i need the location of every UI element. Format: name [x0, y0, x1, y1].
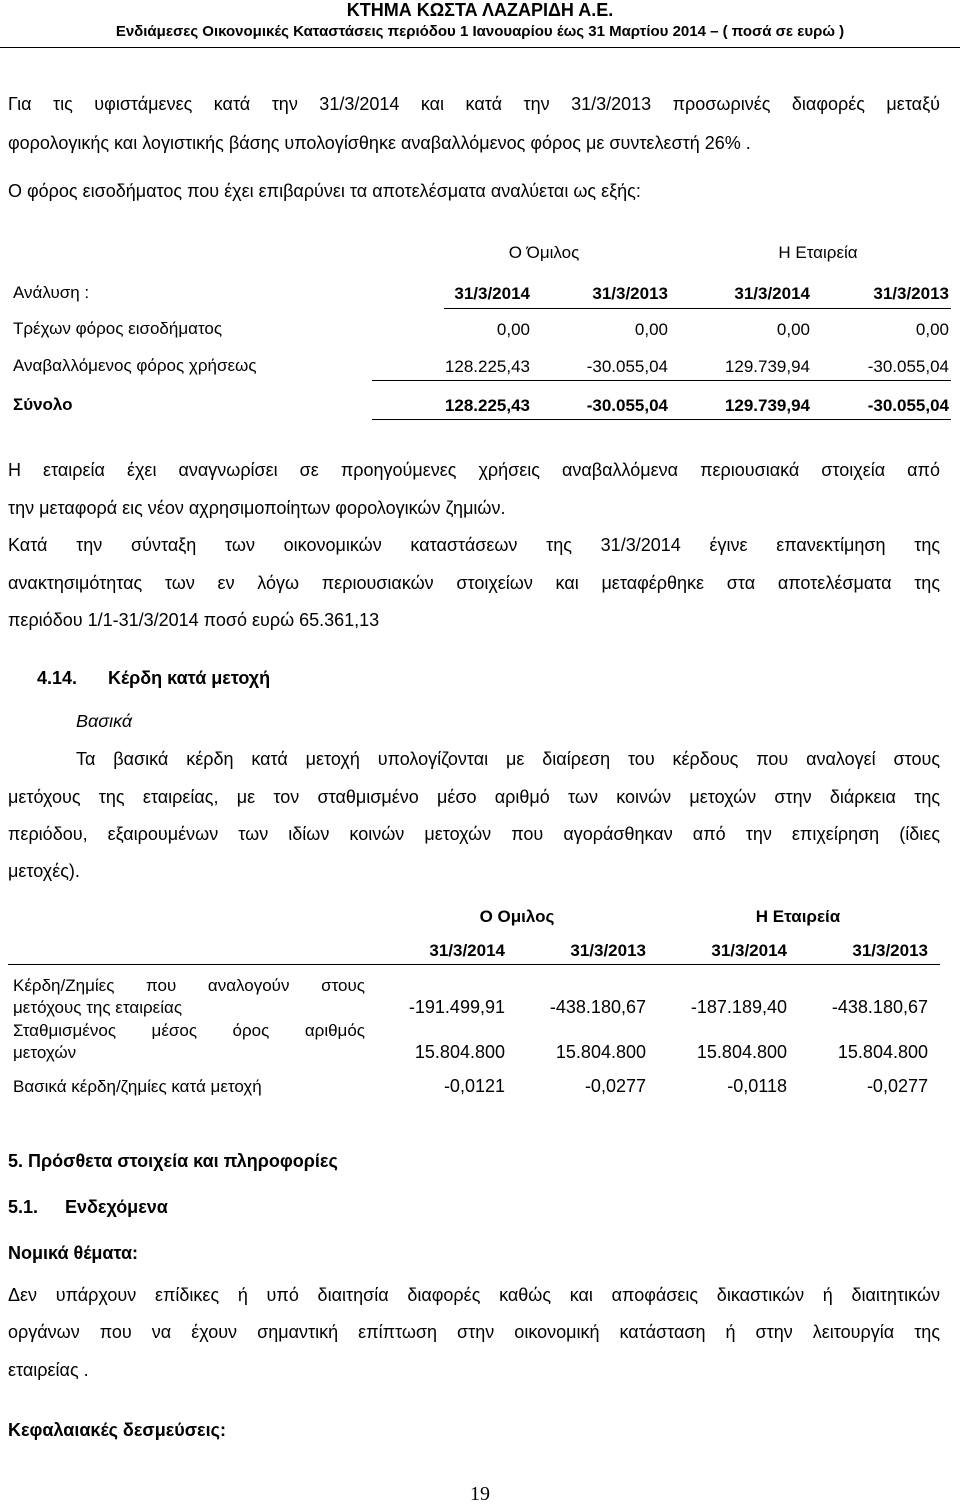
eps-row-profit-value: -191.499,91 [408, 997, 505, 1017]
tax-date-2: 31/3/2013 [592, 284, 668, 303]
eps-para-line-2: μετόχους της εταιρείας, με τον σταθμισμένο μέσο αριθμό των κοινών μετοχών στην διάρκεια της [8, 787, 940, 807]
section-5-1-number: 5.1. [8, 1197, 39, 1217]
eps-row-profit-value: -438.180,67 [549, 997, 646, 1017]
eps-section-number: 4.14. [37, 668, 78, 688]
tax-row-current-value: 0,00 [634, 320, 668, 339]
eps-row-shares-value: 15.804.800 [696, 1042, 787, 1062]
tax-row-deferred-value: -30.055,04 [867, 357, 949, 376]
tax-header-underline [444, 308, 951, 309]
intro-line-3: Ο φόρος εισοδήματος που έχει επιβαρύνει τα αποτελέσματα αναλύεται ως εξής: [8, 181, 641, 201]
tax-row-current-value: 0,00 [776, 320, 810, 339]
eps-para-line-3: περιόδου, εξαιρουμένων των ιδίων κοινών μετοχών που αγοράσθηκαν από την επιχείρηση (ίδιες [8, 824, 940, 844]
tax-row-current-value: 0,00 [496, 320, 530, 339]
legal-line-3: εταιρείας . [8, 1360, 89, 1380]
eps-date-4: 31/3/2013 [852, 941, 928, 960]
page-number: 19 [470, 1483, 490, 1505]
reassessment-line-3: περιόδου 1/1-31/3/2014 ποσό ευρώ 65.361,13 [8, 610, 380, 630]
eps-row-basic-label: Βασικά κέρδη/ζημίες κατά μετοχή [13, 1077, 262, 1096]
tax-subtotal-line [372, 380, 951, 381]
eps-row-profit-value: -438.180,67 [831, 997, 928, 1017]
recognition-line-1: Η εταιρεία έχει αναγνωρίσει σε προηγούμενες χρήσεις αναβαλλόμενα περιουσιακά στοιχεία από [8, 460, 940, 480]
tax-row-deferred-label: Αναβαλλόμενος φόρος χρήσεως [13, 356, 257, 375]
tax-group-label: Ο Όμιλος [508, 243, 580, 262]
eps-row-shares-label: μετοχών [13, 1043, 77, 1062]
section-5-title: 5. Πρόσθετα στοιχεία και πληροφορίες [8, 1151, 338, 1171]
tax-row-current-label: Τρέχων φόρος εισοδήματος [13, 319, 223, 338]
tax-date-3: 31/3/2014 [734, 284, 810, 303]
tax-date-1: 31/3/2014 [454, 284, 530, 303]
intro-line-2: φορολογικής και λογιστικής βάσης υπολογίσθηκε αναβαλλόμενος φόρος με συντελεστή 26% . [8, 133, 751, 153]
tax-total-value: -30.055,04 [586, 396, 668, 415]
section-5-1-title: Ενδεχόμενα [65, 1197, 168, 1217]
eps-subtitle: Βασικά [76, 711, 133, 731]
tax-row-deferred-value: -30.055,04 [586, 357, 668, 376]
eps-company-label: Η Εταιρεία [755, 907, 841, 926]
recognition-line-2: την μεταφορά εις νέον αχρησιμοποίητων φορολογικών ζημιών. [8, 498, 506, 518]
eps-row-basic-value: -0,0277 [584, 1076, 646, 1096]
tax-row-deferred-value: 129.739,94 [724, 357, 810, 376]
eps-row-basic-value: -0,0277 [866, 1076, 928, 1096]
tax-row-deferred-value: 128.225,43 [444, 357, 530, 376]
eps-row-profit-value: -187.189,40 [690, 997, 787, 1017]
eps-section-title: Κέρδη κατά μετοχή [108, 668, 271, 688]
tax-company-label: Η Εταιρεία [778, 243, 858, 262]
eps-para-line-1: Τα βασικά κέρδη κατά μετοχή υπολογίζονται με διαίρεση του κέρδους που αναλογεί στους [76, 749, 940, 769]
eps-row-profit-label: μετόχους της εταιρείας [13, 998, 183, 1017]
tax-total-line [372, 419, 951, 420]
eps-row-shares-value: 15.804.800 [555, 1042, 646, 1062]
eps-date-2: 31/3/2013 [570, 941, 646, 960]
eps-header-underline [8, 964, 940, 965]
tax-total-value: 128.225,43 [444, 396, 530, 415]
analysis-label: Ανάλυση : [13, 283, 90, 302]
legal-line-2: οργάνων που να έχουν σημαντική επίπτωση στην οικονομική κατάσταση ή στην λειτουργία της [8, 1322, 940, 1342]
eps-row-profit-label: Κέρδη/Ζημίες που αναλογούν στους [13, 976, 365, 995]
header-divider [0, 47, 960, 48]
eps-row-shares-label: Σταθμισμένος μέσος όρος αριθμός [13, 1021, 365, 1040]
tax-date-4: 31/3/2013 [873, 284, 949, 303]
eps-row-shares-value: 15.804.800 [837, 1042, 928, 1062]
reassessment-line-2: ανακτησιμότητας των εν λόγω περιουσιακών στοιχείων και μεταφέρθηκε στα αποτελέσματα της [8, 573, 940, 593]
intro-line-1: Για τις υφιστάμενες κατά την 31/3/2014 και κατά την 31/3/2013 προσωρινές διαφορές μεταξύ [8, 94, 940, 114]
eps-group-label: Ο Ομιλος [479, 907, 555, 926]
company-title: ΚΤΗΜΑ ΚΩΣΤΑ ΛΑΖΑΡΙΔΗ Α.Ε. [346, 0, 614, 20]
capital-heading: Κεφαλαιακές δεσμεύσεις: [8, 1420, 226, 1440]
eps-row-shares-value: 15.804.800 [414, 1042, 505, 1062]
legal-heading: Νομικά θέματα: [8, 1243, 139, 1263]
legal-line-1: Δεν υπάρχουν επίδικες ή υπό διαιτησία διαφορές καθώς και αποφάσεις δικαστικών ή διαιτητικών [8, 1285, 940, 1305]
eps-para-line-4: μετοχές). [8, 861, 80, 881]
tax-total-label: Σύνολο [13, 395, 73, 414]
reassessment-line-1: Κατά την σύνταξη των οικονομικών καταστάσεων της 31/3/2014 έγινε επανεκτίμηση της [8, 535, 940, 555]
eps-row-basic-value: -0,0121 [443, 1076, 505, 1096]
eps-row-basic-value: -0,0118 [727, 1076, 787, 1096]
report-subtitle: Ενδιάμεσες Οικονομικές Καταστάσεις περιόδου 1 Ιανουαρίου έως 31 Μαρτίου 2014 – ( ποσά σε ευρώ ) [115, 23, 845, 40]
eps-date-1: 31/3/2014 [429, 941, 505, 960]
tax-total-value: 129.739,94 [724, 396, 810, 415]
tax-total-value: -30.055,04 [867, 396, 949, 415]
tax-row-current-value: 0,00 [915, 320, 949, 339]
eps-date-3: 31/3/2014 [711, 941, 787, 960]
